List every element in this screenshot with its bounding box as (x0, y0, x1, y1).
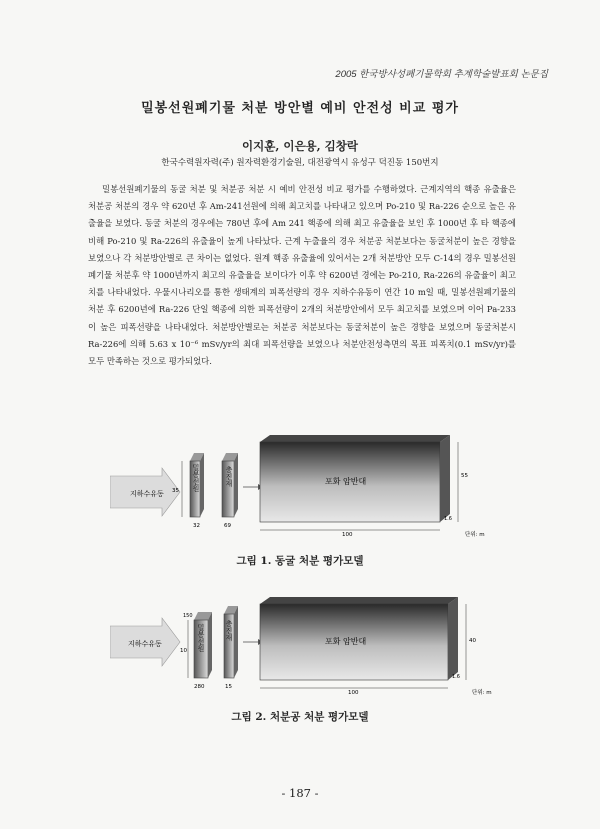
dim-small-2: 1.6 (452, 674, 460, 680)
backfill-column-2 (224, 606, 238, 678)
dim-backfill-width-2: 15 (225, 684, 232, 690)
backfill-label-2: 충진재 (225, 620, 233, 641)
source-label-2: 밀봉선원 (197, 624, 205, 652)
affiliation: 한국수력원자력(주) 원자력환경기술원, 대전광역시 유성구 덕진동 150번지 (161, 158, 439, 168)
groundwater-label-2: 지하수유동 (128, 640, 162, 648)
dim-rock-width-2: 100 (348, 690, 359, 696)
backfill-label: 충진재 (225, 466, 233, 487)
page-number: - 187 - (281, 786, 319, 800)
dim-small: 1.6 (444, 516, 452, 522)
unit-label: 단위: m (465, 532, 485, 538)
paper-title: 밀봉선원폐기물 처분 방안별 예비 안전성 비교 평가 (141, 101, 459, 116)
source-label: 밀봉선원 (192, 464, 200, 492)
dim-source-width-2: 280 (194, 684, 205, 690)
figure-2-borehole-disposal-model (110, 590, 510, 705)
dim-rock-width: 100 (342, 532, 353, 538)
authors: 이지훈, 이은용, 김창락 (242, 139, 358, 153)
dim-top-2: 150 (183, 613, 193, 619)
dim-rock-height-2: 40 (469, 638, 476, 644)
dim-rock-height: 55 (461, 473, 468, 479)
groundwater-label: 지하수유동 (130, 490, 164, 498)
rock-label-2: 포화 암반대 (325, 637, 367, 646)
journal-header: 2005 한국방사성폐기물학회 추계학술발표회 논문집 (335, 69, 548, 80)
dim-source-width: 32 (193, 523, 200, 529)
dim-source-height: 35 (172, 488, 179, 494)
dim-source-height-2: 10 (180, 648, 187, 654)
dim-backfill-width: 69 (224, 523, 231, 529)
abstract: 밀봉선원폐기물의 동굴 처분 및 처분공 처분 시 예비 안전성 비교 평가를 수행하였다. 근계지역의 핵종 유출율은 처분공 처분의 경우 약 620년 후 Am-241선원에 의해 최고치를 나타내고 있으며 Po-210 및 Ra-226 순으로 높은 유출율을 보였다. 동굴 처분의 경우에는 780년 후에 Am 241 핵종에 의해 최고 유출율을 보인 후 1000년 후 타 핵종에 비해 Po-210 및 Ra-226의 유출율이 높게 나타났다. 근계 누출율의 경우 처분공 처분보다는 동굴처분이 높은 경향을 보였으나 각 처분방안별로 큰 차이는 없었다. 원계 핵종 유출율에 있어서는 2개 처분방안 모두 C-14의 경우 밀봉선원 폐기물 처분후 약 1000년까지 최고의 유출율을 보이다가 이후 약 6200년 경에는 Po-210, Ra-226의 유출율이 최고치를 나타내었다. 우물시나리오를 통한 생태계의 피폭선량의 경우 지하수유동이 연간 10 m일 때, 밀봉선원폐기물의 처분 후 6200년에 Ra-226 단일 핵종에 의한 피폭선량이 2개의 처분방안에서 모두 최고치를 보였으며 이어 Pa-233이 높은 피폭선량을 나타내었다. 처분방안별로는 처분공 처분보다는 동굴처분이 높은 경향을 보였으며 동굴처분시 Ra-226에 의해 5.63 x 10⁻⁶ mSv/yr의 최대 피폭선량을 보였으나 처분안전성측면의 목표 피폭치(0.1 mSv/yr)를 모두 만족하는 것으로 평가되었다. (88, 184, 516, 367)
unit-label-2: 단위: m (472, 690, 492, 696)
figure-1-caption: 그림 1. 동굴 처분 평가모델 (236, 555, 364, 567)
figure-1-cave-disposal-model (110, 432, 510, 547)
figure-2-caption: 그림 2. 처분공 처분 평가모델 (231, 711, 369, 723)
rock-label: 포화 암반대 (325, 477, 367, 486)
